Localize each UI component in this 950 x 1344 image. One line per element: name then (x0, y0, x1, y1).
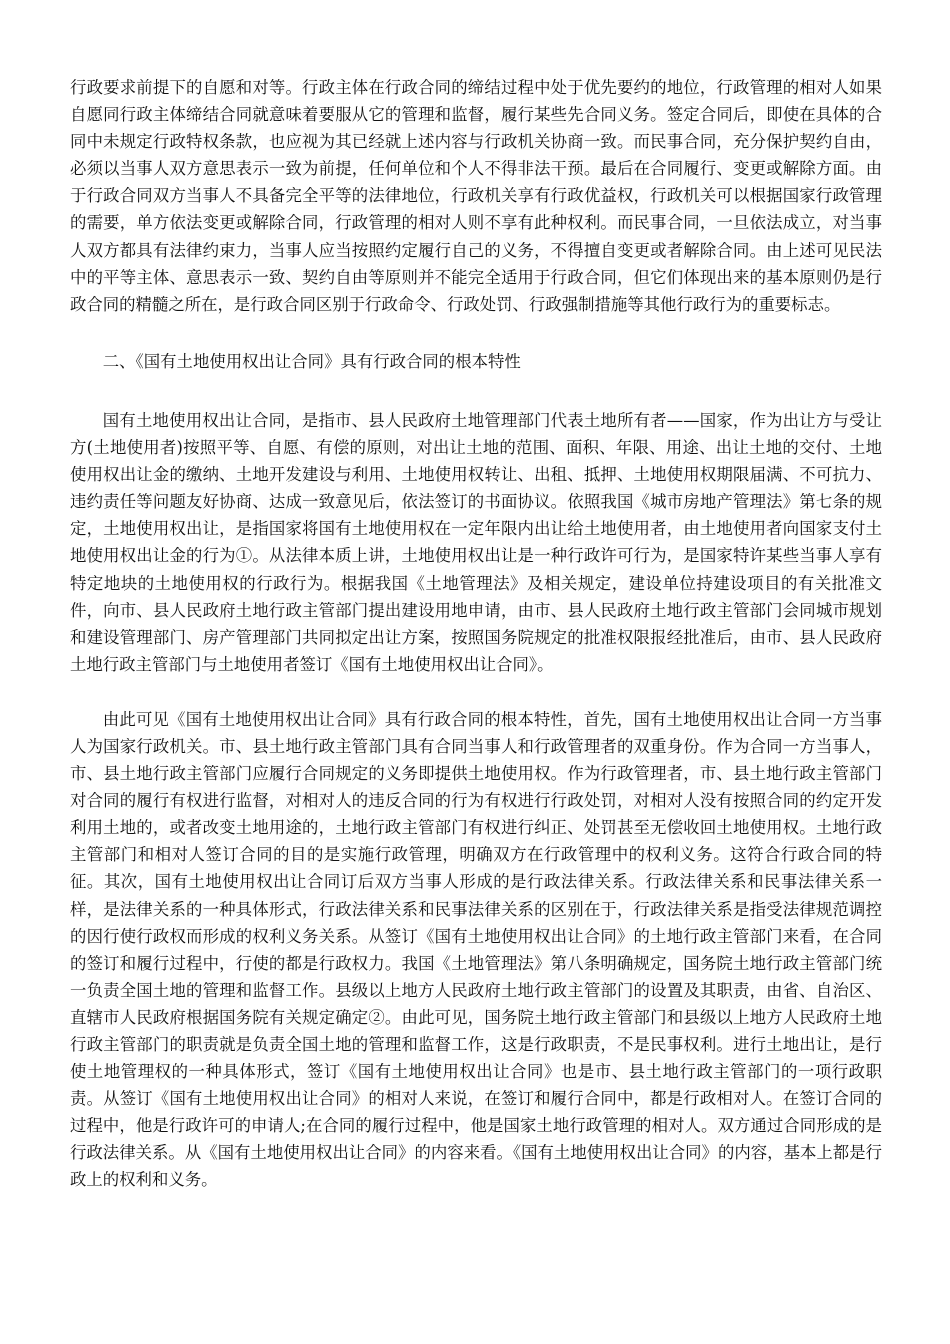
section-heading: 二、《国有土地使用权出让合同》具有行政合同的根本特性 (102, 351, 521, 371)
body-paragraph-1: 行政要求前提下的自愿和对等。行政主体在行政合同的缔结过程中处于优先要约的地位，行政管理的相对人如果自愿同行政主体缔结合同就意味着要服从它的管理和监督，履行某些先合同义务。签定合同后，即使在具体的合同中未规定行政特权条款，也应视为其已经就上述内容与行政机关协商一致。而民事合同，充分保护契约自由，必须以当事人双方意思表示一致为前提，任何单位和个人不得非法干预。最后在合同履行、变更或解除方面。由于行政合同双方当事人不具备完全平等的法律地位，行政机关享有行政优益权，行政机关可以根据国家行政管理的需要，单方依法变更或解除合同，行政管理的相对人则不享有此种权利。而民事合同，一旦依法成立，对当事人双方都具有法律约束力，当事人应当按照约定履行自己的义务，不得擅自变更或者解除合同。由上述可见民法中的平等主体、意思表示一致、契约自由等原则并不能完全适用于行政合同，但它们体现出来的基本原则仍是行政合同的精髓之所在，是行政合同区别于行政命令、行政处罚、行政强制措施等其他行政行为的重要标志。 (70, 78, 882, 314)
document-page (70, 74, 882, 1194)
body-paragraph-2: 国有土地使用权出让合同，是指市、县人民政府土地管理部门代表土地所有者——国家，作为出让方与受让方(土地使用者)按照平等、自愿、有偿的原则，对出让土地的范围、面积、年限、用途、出让土地的交付、土地使用权出让金的缴纳、土地开发建设与利用、土地使用权转让、出租、抵押、土地使用权期限届满、不可抗力、违约责任等问题友好协商、达成一致意见后，依法签订的书面协议。依照我国《城市房地产管理法》第七条的规定，土地使用权出让，是指国家将国有土地使用权在一定年限内出让给土地使用者，由土地使用者向国家支付土地使用权出让金的行为①。从法律本质上讲，土地使用权出让是一种行政许可行为，是国家特许某些当事人享有特定地块的土地使用权的行政行为。根据我国《土地管理法》及相关规定，建设单位持建设项目的有关批准文件，向市、县人民政府土地行政主管部门提出建设用地申请，由市、县人民政府土地行政主管部门会同城市规划和建设管理部门、房产管理部门共同拟定出让方案，按照国务院规定的批准权限报经批准后，由市、县人民政府土地行政主管部门与土地使用者签订《国有土地使用权出让合同》。 (70, 410, 882, 674)
body-paragraph-3: 由此可见《国有土地使用权出让合同》具有行政合同的根本特性，首先，国有土地使用权出让合同一方当事人为国家行政机关。市、县土地行政主管部门具有合同当事人和行政管理者的双重身份。作为合同一方当事人，市、县土地行政主管部门应履行合同规定的义务即提供土地使用权。作为行政管理者，市、县土地行政主管部门对合同的履行有权进行监督，对相对人的违反合同的行为有权进行行政处罚，对相对人没有按照合同的约定开发利用土地的，或者改变土地用途的，土地行政主管部门有权进行纠正、处罚甚至无偿收回土地使用权。土地行政主管部门和相对人签订合同的目的是实施行政管理，明确双方在行政管理中的权利义务。这符合行政合同的特征。其次，国有土地使用权出让合同订后双方当事人形成的是行政法律关系。行政法律关系和民事法律关系一样，是法律关系的一种具体形式，行政法律关系和民事法律关系的区别在于，行政法律关系是指受法律规范调控的因行使行政权而形成的权利义务关系。从签订《国有土地使用权出让合同》的土地行政主管部门来看，在合同的签订和履行过程中，行使的都是行政权力。我国《土地管理法》第八条明确规定，国务院土地行政主管部门统一负责全国土地的管理和监督工作。县级以上地方人民政府土地行政主管部门的设置及其职责，由省、自治区、直辖市人民政府根据国务院有关规定确定②。由此可见，国务院土地行政主管部门和县级以上地方人民政府土地行政主管部门的职责就是负责全国土地的管理和监督工作，这是行政职责，不是民事权利。进行土地出让，是行使土地管理权的一种具体形式，签订《国有土地使用权出让合同》也是市、县土地行政主管部门的一项行政职责。从签订《国有土地使用权出让合同》的相对人来说，在签订和履行合同中，都是行政相对人。在签订合同的过程中，他是行政许可的申请人;在合同的履行过程中，他是国家土地行政管理的相对人。双方通过合同形成的是行政法律关系。从《国有土地使用权出让合同》的内容来看。《国有土地使用权出让合同》的内容，基本上都是行政上的权利和义务。 (70, 709, 882, 1190)
